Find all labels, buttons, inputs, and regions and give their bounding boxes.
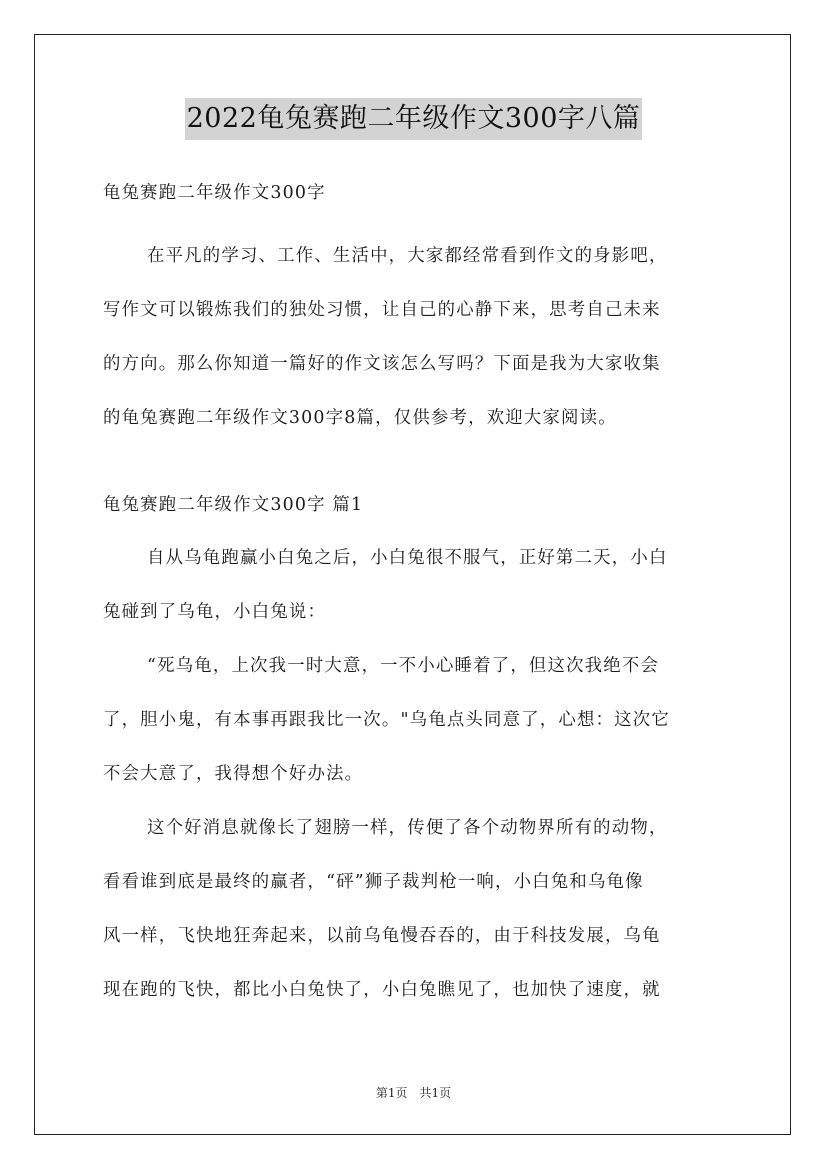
paragraph-line: 这个好消息就像长了翅膀一样，传便了各个动物界所有的动物， bbox=[147, 818, 668, 838]
paragraph-line: 了，胆小鬼，有本事再跟我比一次。"乌龟点头同意了，心想：这次它 bbox=[103, 710, 670, 730]
paragraph-line: 看看谁到底是最终的赢者，“砰”狮子裁判枪一响，小白兔和乌龟像 bbox=[103, 872, 644, 892]
document-title: 2022龟兔赛跑二年级作文300字八篇 bbox=[185, 98, 643, 140]
intro-line: 的方向。那么你知道一篇好的作文该怎么写吗？下面是我为大家收集 bbox=[103, 354, 661, 374]
paragraph-line: “死乌龟，上次我一时大意，一不小心睡着了，但这次我绝不会 bbox=[147, 656, 660, 676]
paragraph-line: 现在跑的飞快，都比小白兔快了，小白兔瞧见了，也加快了速度，就 bbox=[103, 980, 661, 1000]
page-footer: 第1页 共1页 bbox=[375, 1086, 452, 1100]
document-body bbox=[103, 175, 725, 1017]
title-container bbox=[0, 98, 827, 140]
paragraph-line: 兔碰到了乌龟，小白兔说： bbox=[103, 602, 327, 622]
intro-line: 的龟兔赛跑二年级作文300字8篇，仅供参考，欢迎大家阅读。 bbox=[103, 408, 617, 428]
intro-line: 写作文可以锻炼我们的独处习惯，让自己的心静下来，思考自己未来 bbox=[103, 300, 661, 320]
paragraph-line: 自从乌龟跑赢小白兔之后，小白兔很不服气，正好第二天，小白 bbox=[147, 548, 668, 568]
paragraph-line: 风一样，飞快地狂奔起来，以前乌龟慢吞吞的，由于科技发展，乌龟 bbox=[103, 926, 661, 946]
section-heading: 龟兔赛跑二年级作文300字 篇1 bbox=[103, 495, 364, 515]
article-heading: 龟兔赛跑二年级作文300字 bbox=[103, 183, 326, 203]
paragraph-line: 不会大意了，我得想个好办法。 bbox=[103, 764, 364, 784]
intro-line: 在平凡的学习、工作、生活中，大家都经常看到作文的身影吧， bbox=[147, 246, 668, 266]
paragraph-spacer bbox=[103, 445, 725, 479]
